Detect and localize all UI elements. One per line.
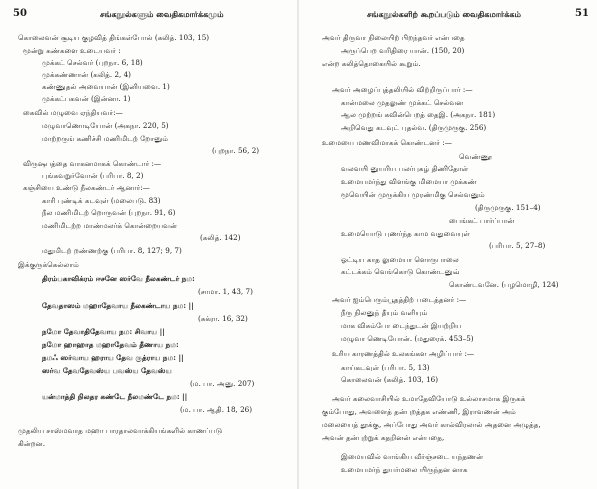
left-page [0,0,298,489]
verse-line: இமையவில் வாங்கிய வீர்ஞ்சடை யந்தணன் [341,452,484,461]
sanskrit-verse: நமோ ஹாஹாத மஹாதேவம் தீணாய நம: [42,340,179,349]
paragraph-line: கின்றன. [18,439,46,448]
citation-ref: (கலித். 142) [200,233,241,242]
section-heading: கஞ்சியை உண்டு நீலகண்டர் ஆனார்:— [23,183,150,192]
verse-line: உமையமர்ந்து விளங்கு மிமையா முக்கண் [341,177,477,186]
citation-ref: (சாமா. 1, 43, 7) [198,287,253,296]
citation-line: நீல மணிமிடற் றொருவன் (புறநா. 91, 6) [42,208,176,217]
right-page [299,0,597,489]
sanskrit-verse: ஸர்வ தேவதேவஸ்ய பவஸ்ய தேவஸ்ய [42,366,172,375]
sanskrit-verse: நமஃ ஸர்வாய ஹராய தேவ ருத்ராய நம: || [42,353,184,362]
verse-line: அறிவெது கடவுட் புதல்வ. (திருமுருகு. 256) [341,123,487,132]
paragraph-line: முதலிய சாஸ்மவாத மஹா பாரதாலவாக்கியங்களில் காணப்படு [18,426,223,435]
section-heading: அவர் அழைப்புத்தலியில் விற்றிருப்பார் :— [332,85,473,94]
verse-line: அருப்பெற வரிதிரை யான். (150, 20) [341,46,465,55]
section-heading: உமையை மணவிமாகக் கொண்டனர் :— [322,138,452,147]
paragraph-line: அவன் தன்புற்றுக் கதறினன் என்பதை, [322,433,445,442]
verse-line: ஓட்டிய காத லுமையா ளொருபாலை [341,255,459,264]
verse-line: உமையமர்ந் துயர்மலை யிருந்தன னாக [341,465,468,474]
verse-line: வலவயி னுயரிய பலர்புகழ் திணிதோள் [341,164,469,173]
running-header: சங்கநூல்களிற் கூறப்படும் வைதிகமார்க்கம் [367,9,521,19]
section-heading: விருஷபத்தை வாகனமாகக் கொண்டார் :— [23,159,162,168]
verse-line: மணிமிடற்ற மாண்மலர்க் கொன்றையவன் [42,221,178,230]
citation-line: முக்கண்ணான் (கலித். 2, 4) [42,70,131,79]
text-line: இக்குருக்கெல்லாம் [18,260,79,269]
citation-ref: (புறநா. 56, 2) [212,146,260,155]
verse-line: கான்மலை முதலுண் முக்கட் செல்வன [341,98,464,107]
citation-line: காரி புண்டிக் கடவுள் (மலைபடு. 83) [42,196,161,205]
citation-line: காய்கடவுள் (பரிபா. 5, 13) [341,363,430,372]
verse-line: ஆல முற்றங் கவின்பெறத் தைஇ. (அகநா. 181) [341,110,496,119]
verse-line: மாக விசும்போ டைந்துடன் இயற்றிய [341,321,462,330]
citation-line: கொலைவன் (கலித். 103, 16) [341,375,439,384]
page-number: 51 [575,8,589,19]
paragraph-line: மலையைத் தூக்கு, அப்போது அவர் கால்விரலால் அதனை அழுத்த, [322,420,541,429]
paragraph-line: கும்போது, அவளைத் தன்புறத்தக எண்ணி, இராவணன் அம் [322,407,516,416]
verse-line: கொண்டவனே. (பழமொழி, 124) [449,280,559,289]
paragraph-line: அவர் கலைவாசியில் உமாதேவியோடு உல்லாசமாக இருகக் [332,394,526,403]
sanskrit-verse: யன்மாத்தி நிலதர கண்டே நீலமண்டே நம: || [42,392,188,401]
citation-ref: (சுக்ரா. 16, 32) [198,314,248,323]
section-heading: உரிய காரணத்தில் உலகங்கள அழிப்பார் :— [332,349,475,358]
sanskrit-verse: நமோ தேவாதிதேவாய நம: சிவாய || [42,327,165,336]
sanskrit-verse: தேவதாஸம் மஹாதேவாய நீலகண்டாய நம: || [42,301,194,310]
text-line: அவர் திருவா நிலையிற் பிறந்தவர் என்பதை [322,33,465,42]
text-line: கொலைவன் சூடிய குழவித் திங்கள்போல் (கலித். 103, 15) [18,33,210,42]
citation-line: முக்கட் செல்வர் (புறநா. 6, 18) [42,58,143,67]
verse-line: வெண்ணூ [459,152,493,161]
section-heading: கைவில் மழுவை ஏந்தியவர்:— [23,108,123,117]
citation-line: மதுமிடற் றண்ணற்கு (பரிபா. 8, 127; 9, 7) [42,246,182,255]
verse-line: மூவெயின் முருக்கிய முரண்மிகு செல்வனும் [341,190,485,199]
citation-line: புங்கவறுர்வோன் (பரிபா. 8, 2) [42,171,144,180]
sanskrit-verse: திரம்பகாவிக்ரம் ஈசனே ஸர்வே நீலகண்டர் நம: [42,274,195,283]
citation-ref: (பரிபா. 5, 27–8) [489,241,546,250]
section-heading: மூன்று கண்களை உடையவர் : [23,46,121,55]
section-heading: அவர் ஐம்பெரும்பூதத்திற் படைத்தனர் :— [332,295,467,304]
running-header: சங்கநூல்களும் வைதிகமார்க்கமும் [100,9,224,19]
page-number: 50 [13,8,27,19]
verse-line: மாற்றருங் கணிச்சி மணிமிடற் றோனும் [42,134,169,143]
text-line: என்ற கலித்தொகையில் கூறும். [322,59,421,68]
citation-ref: (ம. பா. அனு. 207) [190,379,255,388]
citation-line: முக்கட்பகவன் (இன்னா. 1) [42,94,131,103]
citation-ref: (ம. பா. ஆதி. 18, 26) [180,405,253,414]
verse-line: உமையொடு புணர்ந்த காம வதுவையுள் [341,229,471,238]
verse-line: மழுவா ணெடியோன். (மதுரைக். 453–5) [341,334,474,343]
citation-ref: (திருமுருகு. 151–4) [475,203,541,212]
verse-line: பைங்கட் பார்ப்பான் [449,216,515,225]
verse-line: நீரு நிலனுந் தீயும் வளியும் [341,308,428,317]
citation-line: மழுவாணொடியோன் (அகநா. 220, 5) [42,121,169,130]
citation-line: கண்ணுதல் அவையான் (இனியவை. 1) [42,82,170,91]
verse-line: கட்டக்கம் வெங்கொடு கொண்டனுவ் [341,267,460,276]
